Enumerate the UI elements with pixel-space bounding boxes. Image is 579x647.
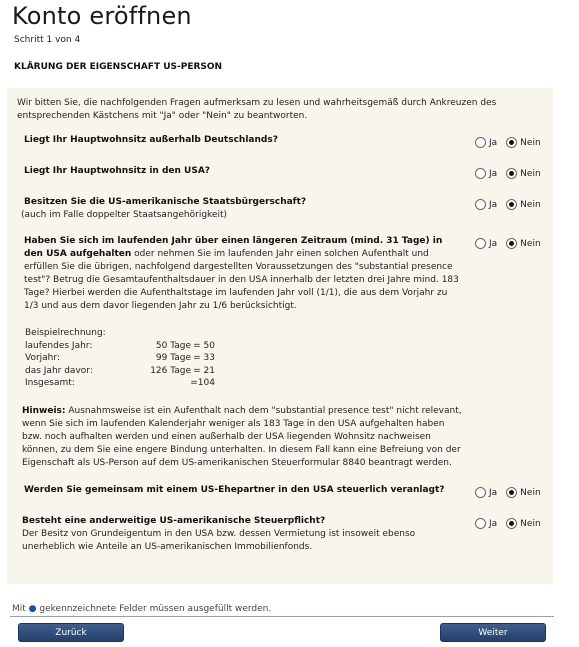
section-title: KLÄRUNG DER EIGENSCHAFT US-PERSON bbox=[14, 62, 223, 72]
hint-text bbox=[22, 405, 462, 470]
no-label: Nein bbox=[520, 199, 541, 210]
question-6-options bbox=[475, 518, 541, 529]
question-5-yes-radio[interactable] bbox=[475, 487, 486, 498]
example-row-label: das Jahr davor: bbox=[25, 365, 93, 376]
example-row-days: 126 Tage bbox=[150, 365, 191, 376]
required-fields-note bbox=[12, 604, 271, 614]
question-4-yes-radio[interactable] bbox=[475, 238, 486, 249]
question-1-yes-radio[interactable] bbox=[475, 137, 486, 148]
intro-text: Wir bitten Sie, die nachfolgenden Fragen aufmerksam zu lesen und wahrheitsgemäß durch Ankreuzen des entsprechenden Kästchens mit "Ja" oder "Nein" zu beantworten. bbox=[17, 98, 497, 121]
question-3-text: Besitzen Sie die US-amerikanische Staatsbürgerschaft? bbox=[24, 197, 307, 207]
question-5 bbox=[24, 484, 464, 497]
example-row-label: Insgesamt: bbox=[25, 378, 75, 389]
no-label: Nein bbox=[520, 518, 541, 529]
question-3 bbox=[21, 196, 454, 222]
no-label: Nein bbox=[520, 168, 541, 179]
example-row bbox=[25, 340, 215, 353]
hint-body: Ausnahmsweise ist ein Aufenthalt nach dem "substantial presence test" nicht relevant, wenn Sie sich im laufenden Kalenderjahr weniger als 183 Tage in den USA aufgehalten haben bzw. noch aufhalten werden und einen außerhalb der USA liegenden Wohnsitz nachweisen können, zu dem Sie eine engere Bindung unterhalten. In diesem Fall kann eine Befreiung von der Eigenschaft als US-Person auf dem US-amerikanischen Steuerformular 8840 beantragt werden. bbox=[22, 406, 462, 468]
question-1-text: Liegt Ihr Hauptwohnsitz außerhalb Deutschlands? bbox=[24, 135, 278, 145]
footer-divider bbox=[10, 616, 554, 617]
example-row bbox=[25, 377, 215, 390]
yes-label: Ja bbox=[489, 199, 498, 210]
example-row-result: =104 bbox=[190, 378, 215, 389]
page-title: Konto eröffnen bbox=[12, 2, 192, 30]
question-6-no-radio[interactable] bbox=[506, 518, 517, 529]
question-4-detail: oder nehmen Sie im laufenden Jahr einen solchen Aufenthalt und erfüllen Sie die übrigen, nachfolgend dargestellten Voraussetzungen des "substantial presence test"? Betrug die Gesamtaufenthaltsdauer in den USA innerhalb der letzten drei Jahre mind. 183 Tage? Hierbei werden die Aufenthaltstage im laufenden Jahr voll (1/1), die aus dem Vorjahr zu 1/3 und aus dem davor liegenden Jahr zu 1/6 berücksichtigt. bbox=[24, 249, 459, 311]
yes-label: Ja bbox=[489, 487, 498, 498]
question-3-yes-radio[interactable] bbox=[475, 199, 486, 210]
step-indicator: Schritt 1 von 4 bbox=[14, 35, 81, 45]
question-4-no-radio[interactable] bbox=[506, 238, 517, 249]
question-2-yes-radio[interactable] bbox=[475, 168, 486, 179]
question-3-no-radio[interactable] bbox=[506, 199, 517, 210]
no-label: Nein bbox=[520, 487, 541, 498]
example-row bbox=[25, 352, 215, 365]
no-label: Nein bbox=[520, 238, 541, 249]
next-button[interactable]: Weiter bbox=[440, 623, 546, 642]
question-4-text: Haben Sie sich im laufenden Jahr über einen längeren Zeitraum (mind. 31 Tage) in den USA aufgehalten bbox=[24, 236, 443, 259]
back-button[interactable]: Zurück bbox=[18, 623, 124, 642]
question-3-note: (auch im Falle doppelter Staatsangehörigkeit) bbox=[21, 210, 227, 220]
example-calculation bbox=[25, 327, 215, 390]
example-row bbox=[25, 365, 215, 378]
example-row-result: = 33 bbox=[193, 353, 215, 364]
question-2-text: Liegt Ihr Hauptwohnsitz in den USA? bbox=[24, 166, 211, 176]
example-row-label: laufendes Jahr: bbox=[25, 340, 93, 351]
question-5-text: Werden Sie gemeinsam mit einem US-Ehepartner in den USA steuerlich veranlagt? bbox=[24, 485, 445, 495]
question-5-no-radio[interactable] bbox=[506, 487, 517, 498]
question-6-yes-radio[interactable] bbox=[475, 518, 486, 529]
question-2-options bbox=[475, 168, 541, 179]
yes-label: Ja bbox=[489, 238, 498, 249]
required-dot-icon: ● bbox=[28, 604, 37, 614]
example-row-result: = 50 bbox=[193, 340, 215, 351]
question-3-options bbox=[475, 199, 541, 210]
hint-label: Hinweis: bbox=[22, 406, 66, 416]
question-1 bbox=[24, 134, 454, 147]
question-6-note: Der Besitz von Grundeigentum in den USA bzw. dessen Vermietung ist insoweit ebenso unerheblich wie Anteile an US-amerikanischen Immobilienfonds. bbox=[22, 529, 416, 552]
no-label: Nein bbox=[520, 137, 541, 148]
example-heading: Beispielrechnung: bbox=[25, 328, 106, 338]
yes-label: Ja bbox=[489, 137, 498, 148]
yes-label: Ja bbox=[489, 518, 498, 529]
question-2 bbox=[24, 165, 454, 178]
example-row-days: 50 Tage bbox=[155, 340, 191, 351]
question-4 bbox=[24, 235, 464, 313]
required-note-prefix: Mit bbox=[12, 604, 26, 614]
example-row-result: = 21 bbox=[193, 365, 215, 376]
question-6 bbox=[22, 515, 442, 554]
required-note-suffix: gekennzeichnete Felder müssen ausgefüllt werden. bbox=[39, 604, 272, 614]
question-1-options bbox=[475, 137, 541, 148]
question-2-no-radio[interactable] bbox=[506, 168, 517, 179]
question-4-options bbox=[475, 238, 541, 249]
question-1-no-radio[interactable] bbox=[506, 137, 517, 148]
yes-label: Ja bbox=[489, 168, 498, 179]
example-row-days: 99 Tage bbox=[155, 353, 191, 364]
question-6-text: Besteht eine anderweitige US-amerikanische Steuerpflicht? bbox=[22, 516, 326, 526]
example-row-label: Vorjahr: bbox=[25, 353, 60, 364]
question-5-options bbox=[475, 487, 541, 498]
